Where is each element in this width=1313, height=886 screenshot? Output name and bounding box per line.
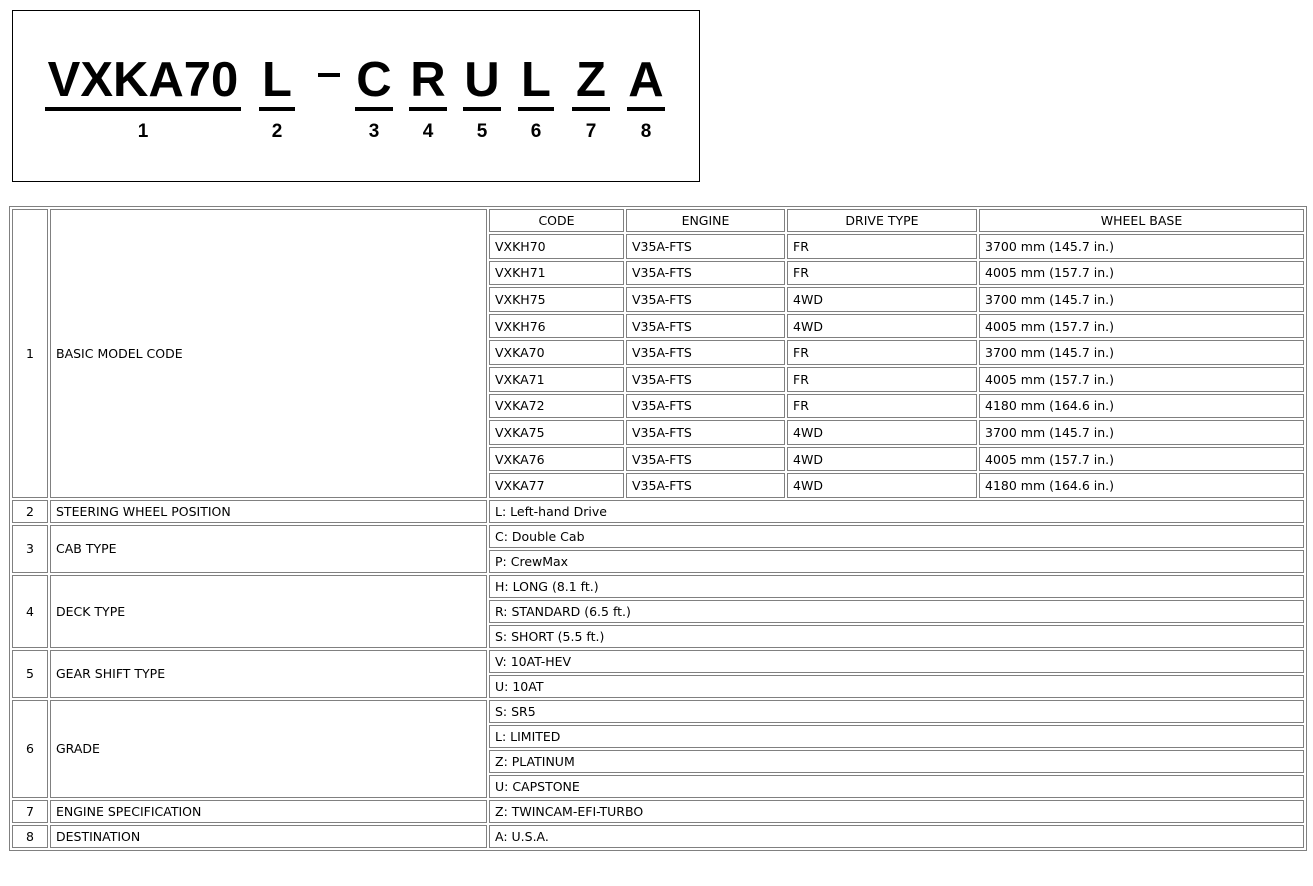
code-segment-2: [259, 55, 295, 143]
segment-number: 7: [585, 121, 597, 142]
position-number: 1: [12, 209, 48, 498]
segment-code: Z: [572, 55, 610, 111]
table-cell: 4005 mm (157.7 in.): [979, 367, 1304, 392]
code-value: C: Double Cab: [489, 525, 1304, 548]
position-number: 7: [12, 800, 48, 823]
segment-code: L: [518, 55, 554, 111]
table-cell: V35A-FTS: [626, 287, 785, 312]
segment-number: 5: [476, 121, 488, 142]
position-label: BASIC MODEL CODE: [50, 209, 487, 498]
table-row: [12, 525, 1304, 548]
table-cell: VXKA72: [489, 394, 624, 419]
column-header: WHEEL BASE: [979, 209, 1304, 232]
code-value: S: SR5: [489, 700, 1304, 723]
table-row: [489, 447, 1304, 472]
table-cell: V35A-FTS: [626, 420, 785, 445]
position-label: STEERING WHEEL POSITION: [50, 500, 487, 523]
table-row: [12, 209, 1304, 498]
segment-number: 2: [271, 121, 283, 142]
segment-code: L: [259, 55, 295, 111]
table-cell: 4180 mm (164.6 in.): [979, 394, 1304, 419]
table-cell: VXKH76: [489, 314, 624, 339]
table-cell: 4WD: [787, 420, 977, 445]
table-row: [12, 825, 1304, 848]
basic-model-code-table: [487, 207, 1306, 500]
position-number: 2: [12, 500, 48, 523]
position-label: DESTINATION: [50, 825, 487, 848]
segment-code: C: [355, 55, 393, 111]
table-cell: 4WD: [787, 314, 977, 339]
code-value: V: 10AT-HEV: [489, 650, 1304, 673]
segment-number: 3: [368, 121, 380, 142]
table-row: [12, 700, 1304, 723]
code-value: L: Left-hand Drive: [489, 500, 1304, 523]
segment-number: 1: [137, 121, 149, 142]
table-cell: FR: [787, 340, 977, 365]
table-cell: 3700 mm (145.7 in.): [979, 287, 1304, 312]
position-label: CAB TYPE: [50, 525, 487, 573]
table-row: [489, 367, 1304, 392]
table-cell: 4180 mm (164.6 in.): [979, 473, 1304, 498]
table-cell: V35A-FTS: [626, 340, 785, 365]
column-header: DRIVE TYPE: [787, 209, 977, 232]
position-number: 3: [12, 525, 48, 573]
table-cell: 4005 mm (157.7 in.): [979, 261, 1304, 286]
code-value: Z: TWINCAM-EFI-TURBO: [489, 800, 1304, 823]
table-cell: V35A-FTS: [626, 314, 785, 339]
column-header: ENGINE: [626, 209, 785, 232]
position-label: DECK TYPE: [50, 575, 487, 648]
table-row: [489, 261, 1304, 286]
segment-number: 4: [422, 121, 434, 142]
segment-number: 8: [640, 121, 652, 142]
position-number: 4: [12, 575, 48, 648]
table-cell: 3700 mm (145.7 in.): [979, 420, 1304, 445]
code-value: U: CAPSTONE: [489, 775, 1304, 798]
table-cell: VXKH75: [489, 287, 624, 312]
model-code-diagram: [12, 10, 700, 182]
code-segment-6: [518, 55, 554, 143]
table-cell: V35A-FTS: [626, 367, 785, 392]
code-segment-8: [627, 55, 665, 143]
table-cell: V35A-FTS: [626, 394, 785, 419]
table-cell: 4WD: [787, 287, 977, 312]
table-cell: V35A-FTS: [626, 473, 785, 498]
code-value: Z: PLATINUM: [489, 750, 1304, 773]
table-header-row: [489, 209, 1304, 232]
table-cell: VXKH71: [489, 261, 624, 286]
position-label: ENGINE SPECIFICATION: [50, 800, 487, 823]
table-row: [12, 800, 1304, 823]
table-cell: 3700 mm (145.7 in.): [979, 340, 1304, 365]
table-cell: 4WD: [787, 447, 977, 472]
table-row: [12, 500, 1304, 523]
code-value: H: LONG (8.1 ft.): [489, 575, 1304, 598]
table-row: [489, 420, 1304, 445]
code-segment-5: [463, 55, 501, 143]
code-value: P: CrewMax: [489, 550, 1304, 573]
table-cell: 4WD: [787, 473, 977, 498]
table-cell: V35A-FTS: [626, 234, 785, 259]
table-cell: FR: [787, 394, 977, 419]
segment-code: R: [409, 55, 447, 111]
code-value: S: SHORT (5.5 ft.): [489, 625, 1304, 648]
code-segment-4: [409, 55, 447, 143]
table-row: [489, 287, 1304, 312]
table-row: [489, 314, 1304, 339]
position-label: GEAR SHIFT TYPE: [50, 650, 487, 698]
code-segment-7: [572, 55, 610, 143]
table-cell: FR: [787, 234, 977, 259]
table-cell: VXKA76: [489, 447, 624, 472]
table-cell: 3700 mm (145.7 in.): [979, 234, 1304, 259]
table-row: [489, 234, 1304, 259]
position-number: 5: [12, 650, 48, 698]
segment-number: 6: [530, 121, 542, 142]
segment-code: VXKA70: [45, 55, 241, 111]
table-row: [12, 650, 1304, 673]
position-label: GRADE: [50, 700, 487, 798]
column-header: CODE: [489, 209, 624, 232]
table-cell: FR: [787, 261, 977, 286]
table-row: [489, 394, 1304, 419]
basic-model-code-cell: [489, 209, 1304, 498]
table-cell: 4005 mm (157.7 in.): [979, 447, 1304, 472]
table-cell: 4005 mm (157.7 in.): [979, 314, 1304, 339]
model-code-table: [9, 206, 1307, 851]
table-cell: VXKA75: [489, 420, 624, 445]
position-number: 8: [12, 825, 48, 848]
code-dash: [318, 73, 340, 77]
position-number: 6: [12, 700, 48, 798]
table-cell: VXKA71: [489, 367, 624, 392]
code-value: U: 10AT: [489, 675, 1304, 698]
table-row: [489, 340, 1304, 365]
table-cell: VXKA77: [489, 473, 624, 498]
code-value: R: STANDARD (6.5 ft.): [489, 600, 1304, 623]
code-value: L: LIMITED: [489, 725, 1304, 748]
table-cell: FR: [787, 367, 977, 392]
table-cell: VXKA70: [489, 340, 624, 365]
segment-code: U: [463, 55, 501, 111]
table-row: [489, 473, 1304, 498]
code-value: A: U.S.A.: [489, 825, 1304, 848]
table-cell: V35A-FTS: [626, 447, 785, 472]
table-cell: V35A-FTS: [626, 261, 785, 286]
code-segment-1: [45, 55, 241, 143]
table-cell: VXKH70: [489, 234, 624, 259]
table-row: [12, 575, 1304, 598]
segment-code: A: [627, 55, 665, 111]
code-segment-3: [355, 55, 393, 143]
